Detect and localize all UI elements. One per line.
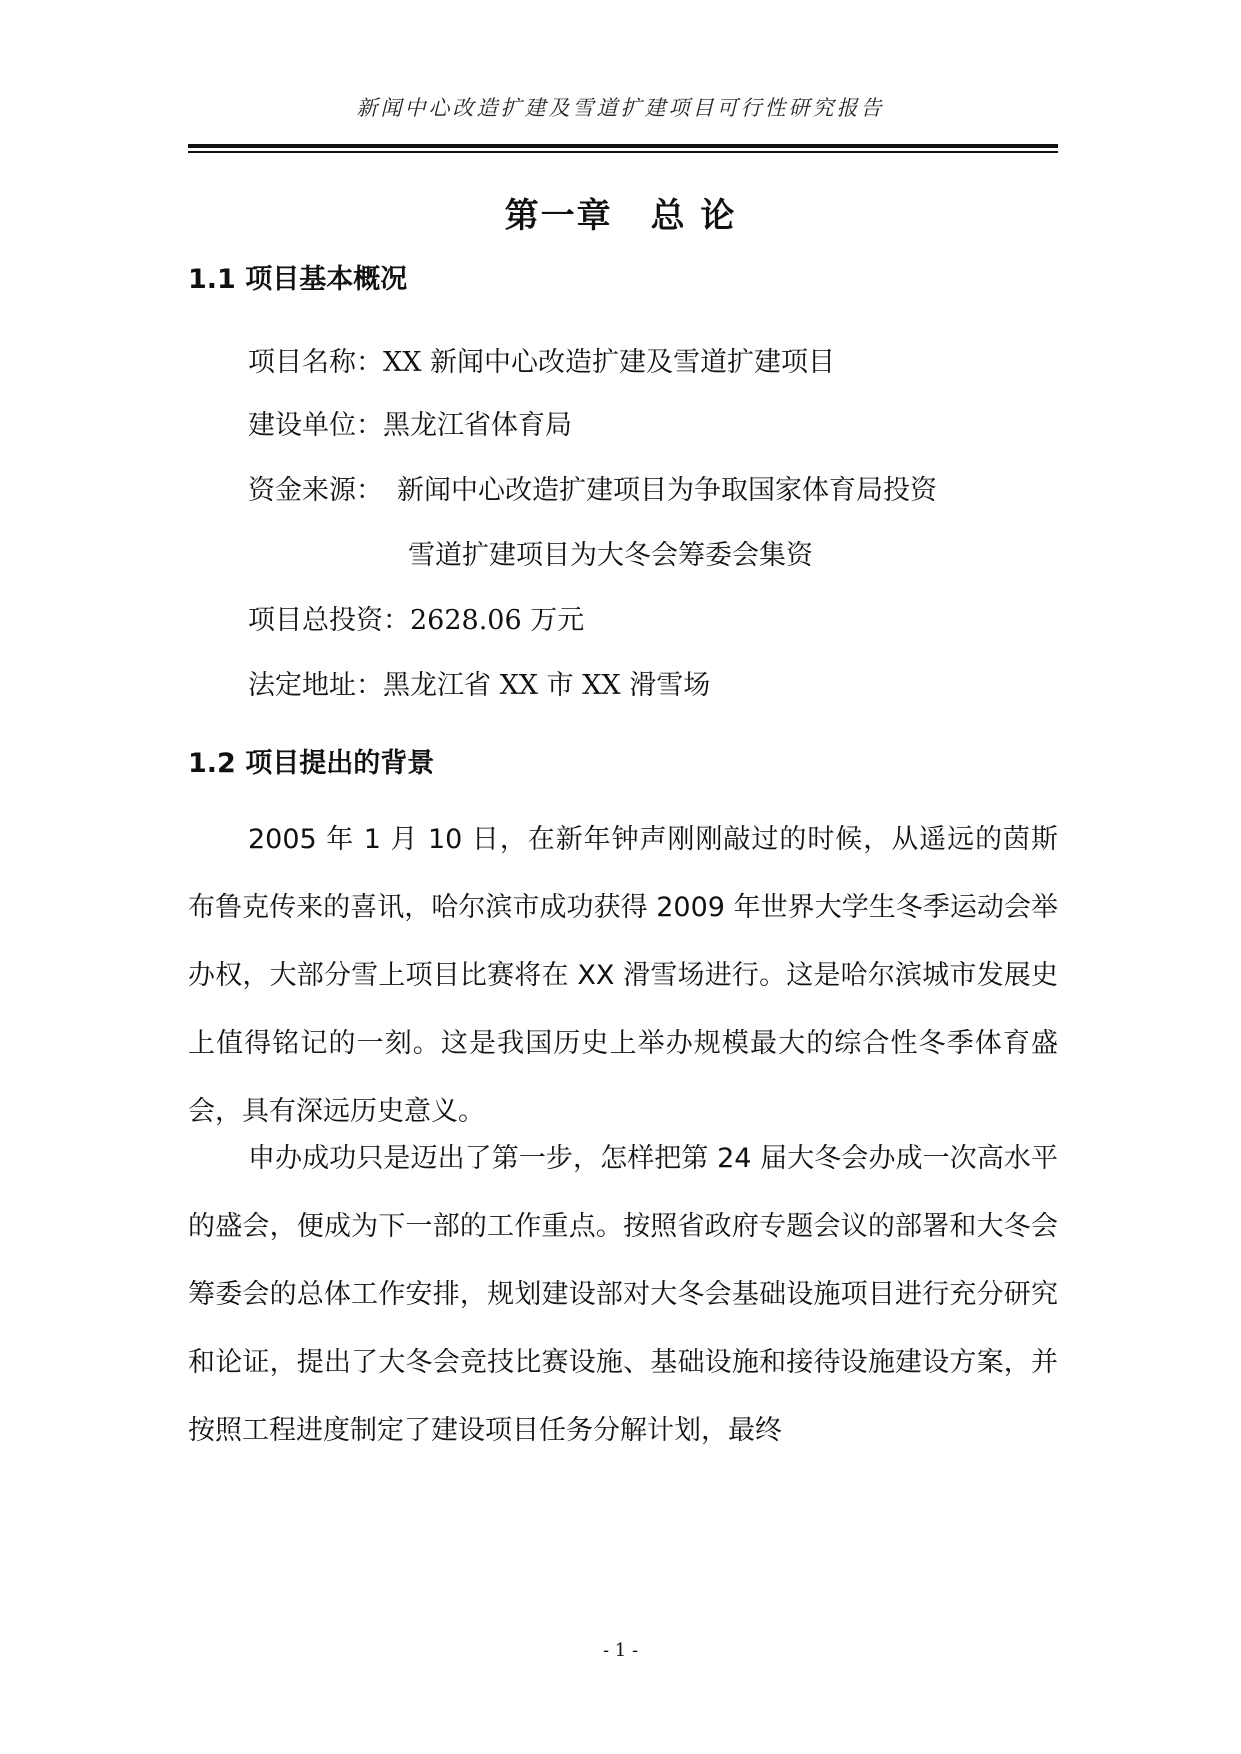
- field-label: 建设单位：: [248, 410, 383, 441]
- field-total-investment: [248, 598, 584, 637]
- field-value: 黑龙江省 XX 市 XX 滑雪场: [383, 670, 711, 701]
- field-funding: [248, 468, 937, 507]
- page-number: - 1 -: [602, 1640, 639, 1661]
- chapter-title: [0, 188, 1241, 237]
- field-label: 法定地址：: [248, 670, 383, 701]
- header-rule-thick: [188, 144, 1058, 148]
- paragraph-background-2: 申办成功只是迈出了第一步，怎样把第 24 届大冬会办成一次高水平的盛会，便成为下一部的工作重点。按照省政府专题会议的部署和大冬会筹委会的总体工作安排，规划建设部对大冬会基础设施项目进行充分研究和论证，提出了大冬会竞技比赛设施、基础设施和接待设施建设方案，并按照工程进度制定了建设项目任务分解计划，最终: [188, 1143, 1058, 1446]
- field-label: 项目总投资：: [248, 605, 410, 636]
- running-header: 新闻中心改造扩建及雪道扩建项目可行性研究报告: [356, 96, 885, 120]
- field-address: [248, 663, 710, 702]
- field-value: 新闻中心改造扩建项目为争取国家体育局投资: [397, 475, 937, 506]
- field-label: 项目名称：: [248, 347, 383, 378]
- field-builder: [248, 403, 572, 442]
- paragraph-background-1: 2005 年 1 月 10 日，在新年钟声刚刚敲过的时候，从遥远的茵斯布鲁克传来的喜讯，哈尔滨市成功获得 2009 年世界大学生冬季运动会举办权，大部分雪上项目比赛将在 XX 滑雪场进行。这是哈尔滨城市发展史上值得铭记的一刻。这是我国历史上举办规模最大的综合性冬季体育盛会，具有深远历史意义。: [188, 824, 1058, 1127]
- field-label: 资金来源：: [248, 475, 383, 506]
- field-project-name: [248, 340, 835, 379]
- field-value: 黑龙江省体育局: [383, 410, 572, 441]
- header-rule-thin: [188, 151, 1058, 153]
- section-heading-overview: 1.1 项目基本概况: [188, 264, 408, 295]
- field-value: 2628.06 万元: [410, 605, 585, 636]
- chapter-name: 总 论: [650, 196, 737, 236]
- field-funding-continued: 雪道扩建项目为大冬会筹委会集资: [408, 540, 813, 571]
- section-heading-background: 1.2 项目提出的背景: [188, 748, 435, 779]
- field-value: XX 新闻中心改造扩建及雪道扩建项目: [383, 347, 836, 378]
- chapter-number: 第一章: [504, 196, 613, 236]
